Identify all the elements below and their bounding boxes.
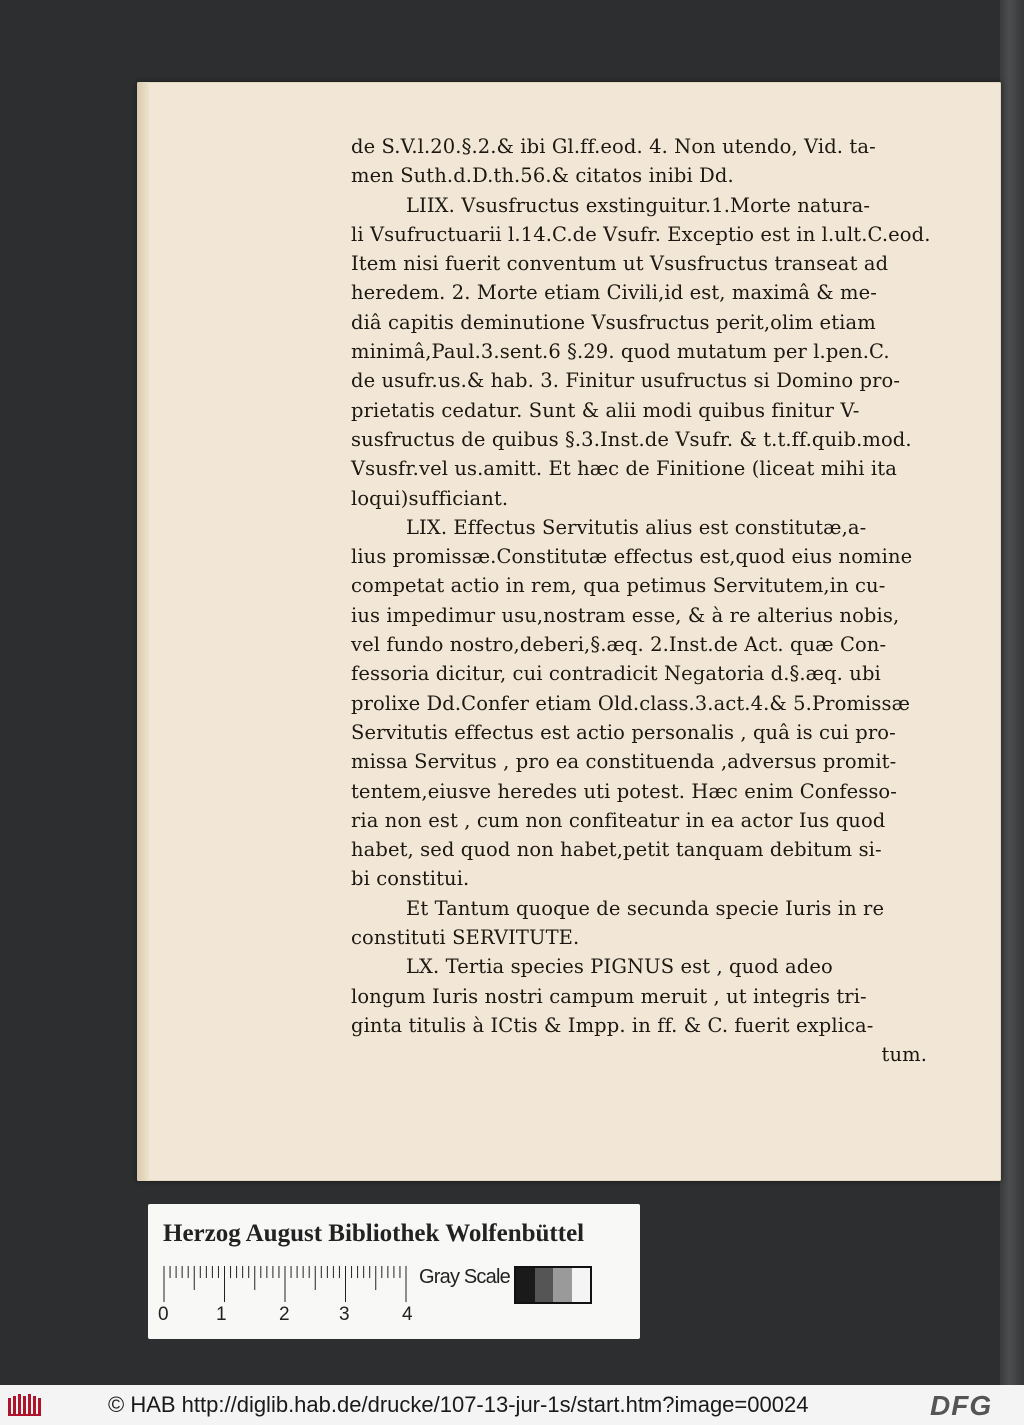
ruler-number: 3 bbox=[339, 1304, 350, 1325]
hab-logo-icon bbox=[8, 1394, 46, 1416]
text-line: susfructus de quibus §.3.Inst.de Vsufr. & t.t.ff.quib.mod. bbox=[351, 427, 912, 451]
text-line: Et Tantum quoque de secunda specie Iuris in re bbox=[406, 896, 885, 920]
text-line: LX. Tertia species PIGNUS est , quod adeo bbox=[406, 955, 833, 979]
catchword: tum. bbox=[881, 1043, 927, 1067]
text-line: LIIX. Vsusfructus exstinguitur.1.Morte natura- bbox=[406, 193, 871, 217]
footer-bar bbox=[0, 1385, 1024, 1425]
gray-swatch bbox=[553, 1268, 572, 1302]
gray-swatch bbox=[516, 1268, 535, 1302]
text-line: competat actio in rem, qua petimus Servitutem,in cu- bbox=[351, 574, 886, 598]
text-line: Vsusfr.vel us.amitt. Et hæc de Finitione (liceat mihi ita bbox=[351, 457, 897, 481]
text-line: ria non est , cum non confiteatur in ea actor Ius quod bbox=[351, 808, 886, 832]
ruler-number: 4 bbox=[402, 1304, 413, 1325]
text-line: de S.V.l.20.§.2.& ibi Gl.ff.eod. 4. Non utendo, Vid. ta- bbox=[351, 135, 876, 158]
page-gutter bbox=[137, 82, 149, 1181]
text-line: longum Iuris nostri campum meruit , ut integris tri- bbox=[351, 984, 867, 1008]
text-line: ius impedimur usu,nostram esse, & à re alterius nobis, bbox=[351, 603, 900, 627]
document-text bbox=[351, 132, 931, 1070]
book-edge bbox=[1000, 0, 1024, 1385]
text-line: habet, sed quod non habet,petit tanquam debitum si- bbox=[351, 838, 882, 862]
text-line: tentem,eiusve heredes uti potest. Hæc enim Confesso- bbox=[351, 779, 897, 803]
text-line: de usufr.us.& hab. 3. Finitur usufructus si Domino pro- bbox=[351, 369, 901, 393]
library-label-card bbox=[148, 1204, 640, 1339]
text-line: constituti SERVITUTE. bbox=[351, 926, 580, 950]
gray-swatch bbox=[572, 1268, 591, 1302]
text-line: ginta titulis à ICtis & Impp. in ff. & C. fuerit explica- bbox=[351, 1013, 874, 1037]
text-line: missa Servitus , pro ea constituenda ,adversus promit- bbox=[351, 750, 897, 774]
text-line: minimâ,Paul.3.sent.6 §.29. quod mutatum per l.pen.C. bbox=[351, 340, 890, 364]
text-line: Item nisi fuerit conventum ut Vsusfructus transeat ad bbox=[351, 252, 889, 276]
text-line: LIX. Effectus Servitutis alius est constitutæ,a- bbox=[406, 515, 867, 539]
text-line: loqui)sufficiant. bbox=[351, 486, 509, 510]
ruler-number: 1 bbox=[216, 1304, 227, 1325]
text-line: Servitutis effectus est actio personalis , quâ is cui pro- bbox=[351, 720, 896, 744]
ruler-number: 2 bbox=[279, 1304, 290, 1325]
footer-copyright-url[interactable]: © HAB http://diglib.hab.de/drucke/107-13-jur-1s/start.htm?image=00024 bbox=[108, 1392, 809, 1417]
text-line: fessoria dicitur, cui contradicit Negatoria d.§.æq. ubi bbox=[351, 662, 881, 686]
text-line: heredem. 2. Morte etiam Civili,id est, maximâ & me- bbox=[351, 281, 877, 305]
gray-swatch bbox=[535, 1268, 554, 1302]
ruler-scale bbox=[162, 1264, 408, 1304]
gray-scale-swatches bbox=[514, 1266, 592, 1304]
text-line: bi constitui. bbox=[351, 867, 470, 891]
text-line: prietatis cedatur. Sunt & alii modi quibus finitur V- bbox=[351, 398, 860, 422]
ruler-number: 0 bbox=[158, 1304, 169, 1325]
text-line: li Vsufructuarii l.14.C.de Vsufr. Exceptio est in l.ult.C.eod. bbox=[351, 222, 931, 246]
text-line: diâ capitis deminutione Vsusfructus perit,olim etiam bbox=[351, 310, 876, 334]
text-line: vel fundo nostro,deberi,§.æq. 2.Inst.de Act. quæ Con- bbox=[351, 633, 887, 657]
text-line: prolixe Dd.Confer etiam Old.class.3.act.4.& 5.Promissæ bbox=[351, 691, 910, 715]
text-line: men Suth.d.D.th.56.& citatos inibi Dd. bbox=[351, 164, 734, 188]
ruler-numbers bbox=[158, 1304, 418, 1328]
dfg-logo: DFG bbox=[930, 1390, 993, 1421]
library-name: Herzog August Bibliothek Wolfenbüttel bbox=[163, 1220, 585, 1247]
text-line: lius promissæ.Constitutæ effectus est,quod eius nomine bbox=[351, 545, 913, 569]
gray-scale-label: Gray Scale bbox=[419, 1266, 510, 1288]
